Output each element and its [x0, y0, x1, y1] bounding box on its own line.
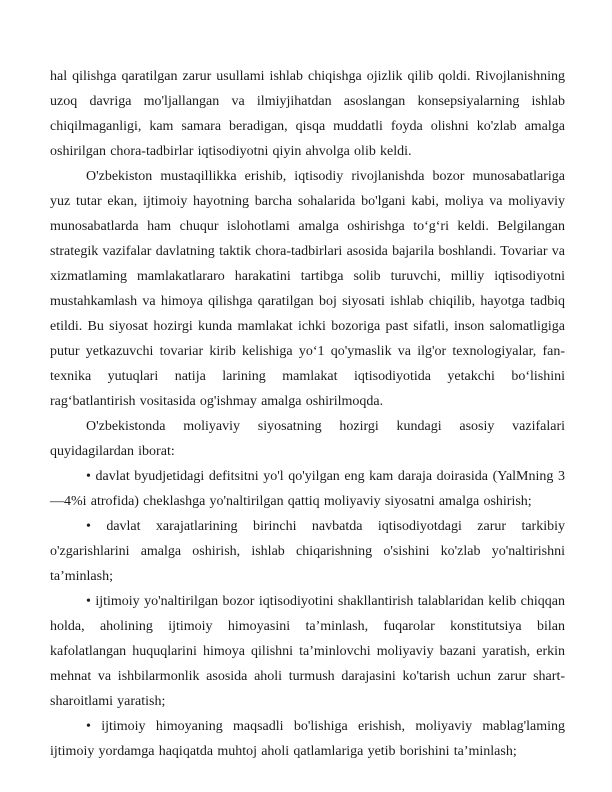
bullet-item-state-expenditure: • davlat xarajatlarining birinchi navbatda iqtisodiyotdagi zarur tarkibiy o'zgarishlarini amalga oshirish, ishlab chiqarishning o'sishini ko'zlab yo'naltirishni ta’minlash; — [50, 519, 565, 584]
bullet-item-targeted-protection: • ijtimoiy himoyaning maqsadli bo'lishiga erishish, moliyaviy mablag'laming ijtimoiy yordamga haqiqatda muhtoj aholi qatlamlariga yetib borishini ta’minlash; — [50, 719, 565, 759]
paragraph-continuation: hal qilishga qaratilgan zarur usullami ishlab chiqishga ojizlik qilib qoldi. Rivojlanishning uzoq davriga mo'ljallangan va ilmiyjihatdan asoslangan konsepsiyalarning ishlab chiqilmaganligi, kam samara beradigan, qisqa muddatli foyda olishni ko'zlab amalga oshirilgan chora-tadbirlar iqtisodiyotni qiyin ahvolga olib keldi. — [50, 69, 565, 159]
bullet-item-social-market: • ijtimoiy yo'naltirilgan bozor iqtisodiyotini shakllantirish talablaridan kelib chiqqan holda, aholining ijtimoiy himoyasini ta’minlash, fuqarolar konstitutsiya bilan kafolatlangan huquqlarini himoya qilishni ta’minlovchi moliyaviy bazani yaratish, erkin mehnat va ishbilarmonlik asosida aholi turmush darajasini ko'tarish uchun zarur shart-sharoitlami yaratish; — [50, 594, 565, 709]
paragraph-tasks-intro: O'zbekistonda moliyaviy siyosatning hozirgi kundagi asosiy vazifalari quyidagilardan iborat: — [50, 419, 565, 459]
bullet-item-budget-deficit: • davlat byudjetidagi defitsitni yo'l qo'yilgan eng kam daraja doirasida (YalMning 3—4%i atrofida) cheklashga yo'naltirilgan qattiq moliyaviy siyosatni amalga oshirish; — [50, 469, 565, 509]
paragraph-reforms: O'zbekiston mustaqillikka erishib, iqtisodiy rivojlanishda bozor munosabatlariga yuz tutar ekan, ijtimoiy hayotning barcha sohalarida bo'lgani kabi, moliya va moliyaviy munosabatlarda ham chuqur islohotlami amalga oshirishga to‘g‘ri keldi. Belgilangan strategik vazifalar davlatning taktik chora-tadbirlari asosida bajarila boshlandi. Tovariar va xizmatlaming mamlakatlararo harakatini tartibga solib turuvchi, milliy iqtisodiyotni mustahkamlash va himoya qilishga qaratilgan boj siyosati ishlab chiqilib, hayotga tadbiq etildi. Bu siyosat hozirgi kunda mamlakat ichki bozoriga past sifatli, inson salomatligiga putur yetkazuvchi tovariar kirib kelishiga yo‘1 qo'ymaslik va ilg'or texnologiyalar, fan-texnika yutuqlari natija larining mamlakat iqtisodiyotida yetakchi bo‘lishini rag‘batlantirish vositasida og'ishmay amalga oshirilmoqda. — [50, 169, 565, 409]
